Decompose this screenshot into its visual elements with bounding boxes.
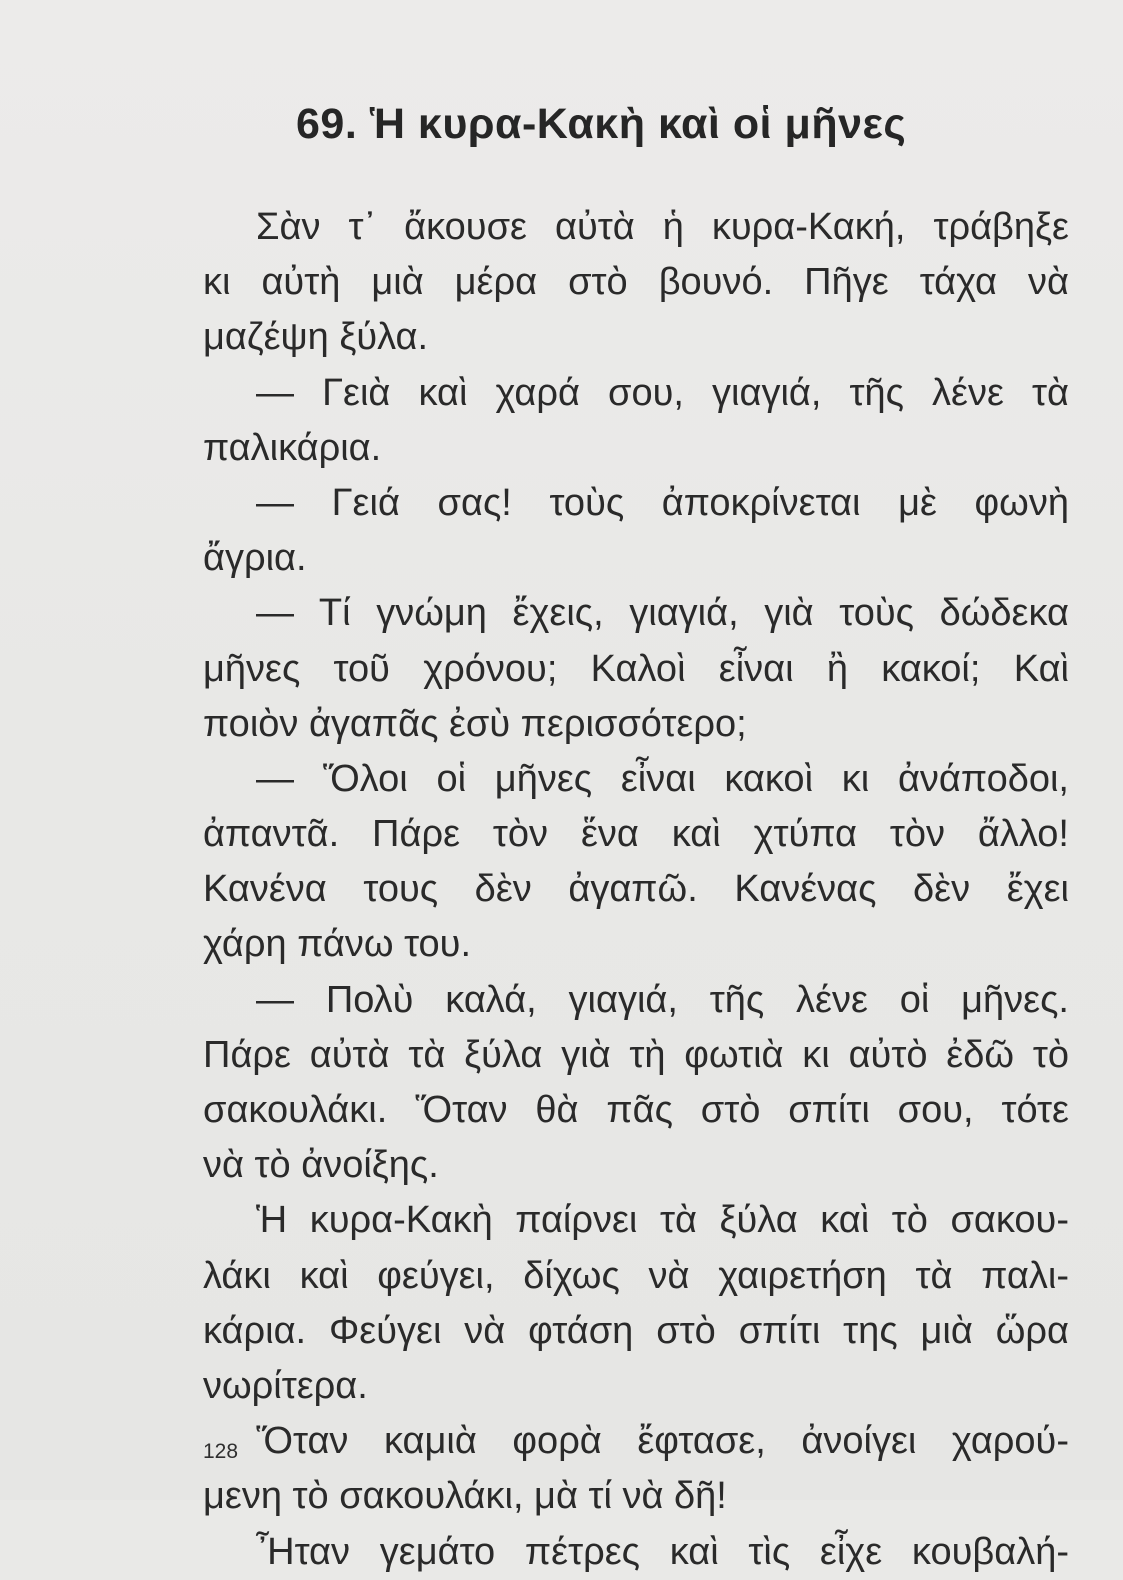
text-line: Ἡ κυρα-Κακὴ παίρνει τὰ ξύλα καὶ τὸ σακου- <box>256 1199 1069 1242</box>
text-line: χάρη πάνω του. <box>203 923 472 966</box>
text-line: κι αὐτὴ μιὰ μέρα στὸ βουνό. Πῆγε τάχα νὰ <box>203 261 1069 304</box>
text-line: ἀπαντᾶ. Πάρε τὸν ἕνα καὶ χτύπα τὸν ἄλλο! <box>203 813 1069 856</box>
text-line: — Τί γνώμη ἔχεις, γιαγιά, γιὰ τοὺς δώδεκα <box>256 592 1069 635</box>
text-line: μενη τὸ σακουλάκι, μὰ τί νὰ δῆ! <box>203 1475 727 1518</box>
text-line: μαζέψη ξύλα. <box>203 316 429 359</box>
text-line: Ὅταν καμιὰ φορὰ ἔφτασε, ἀνοίγει χαρού- <box>256 1420 1069 1463</box>
text-line: ἄγρια. <box>203 537 307 580</box>
text-line: νὰ τὸ ἀνοίξης. <box>203 1144 439 1187</box>
page-number: 128 <box>203 1440 239 1463</box>
text-line: κάρια. Φεύγει νὰ φτάση στὸ σπίτι της μιὰ ὥρα <box>203 1309 1069 1352</box>
text-line: — Γειὰ καὶ χαρά σου, γιαγιά, τῆς λένε τὰ <box>256 371 1069 414</box>
text-line: Πάρε αὐτὰ τὰ ξύλα γιὰ τὴ φωτιὰ κι αὐτὸ ἐδῶ τὸ <box>203 1033 1069 1076</box>
text-line: Κανένα τους δὲν ἀγαπῶ. Κανένας δὲν ἔχει <box>203 868 1069 911</box>
text-line: ποιὸν ἀγαπᾶς ἐσὺ περισσότερο; <box>203 702 747 745</box>
text-line: — Πολὺ καλά, γιαγιά, τῆς λένε οἱ μῆνες. <box>256 978 1069 1021</box>
chapter-title: 69. Ἡ κυρα-Κακὴ καὶ οἱ μῆνες <box>296 100 907 148</box>
text-line: — Ὅλοι οἱ μῆνες εἶναι κακοὶ κι ἀνάποδοι, <box>256 757 1069 800</box>
text-line: νωρίτερα. <box>203 1364 368 1407</box>
text-line: σακουλάκι. Ὅταν θὰ πᾶς στὸ σπίτι σου, τότε <box>203 1089 1069 1131</box>
text-line: Σὰν τ᾿ ἄκουσε αὐτὰ ἡ κυρα-Κακή, τράβηξε <box>256 206 1069 248</box>
text-line: μῆνες τοῦ χρόνου; Καλοὶ εἶναι ἢ κακοί; Καὶ <box>203 647 1069 690</box>
text-line: — Γειά σας! τοὺς ἀποκρίνεται μὲ φωνὴ <box>256 481 1069 524</box>
text-line: λάκι καὶ φεύγει, δίχως νὰ χαιρετήση τὰ παλι- <box>203 1254 1069 1297</box>
chapter-body <box>203 200 1069 1580</box>
text-line: Ἦταν γεμάτο πέτρες καὶ τὶς εἶχε κουβαλή- <box>256 1530 1069 1573</box>
text-line: παλικάρια. <box>203 426 382 469</box>
